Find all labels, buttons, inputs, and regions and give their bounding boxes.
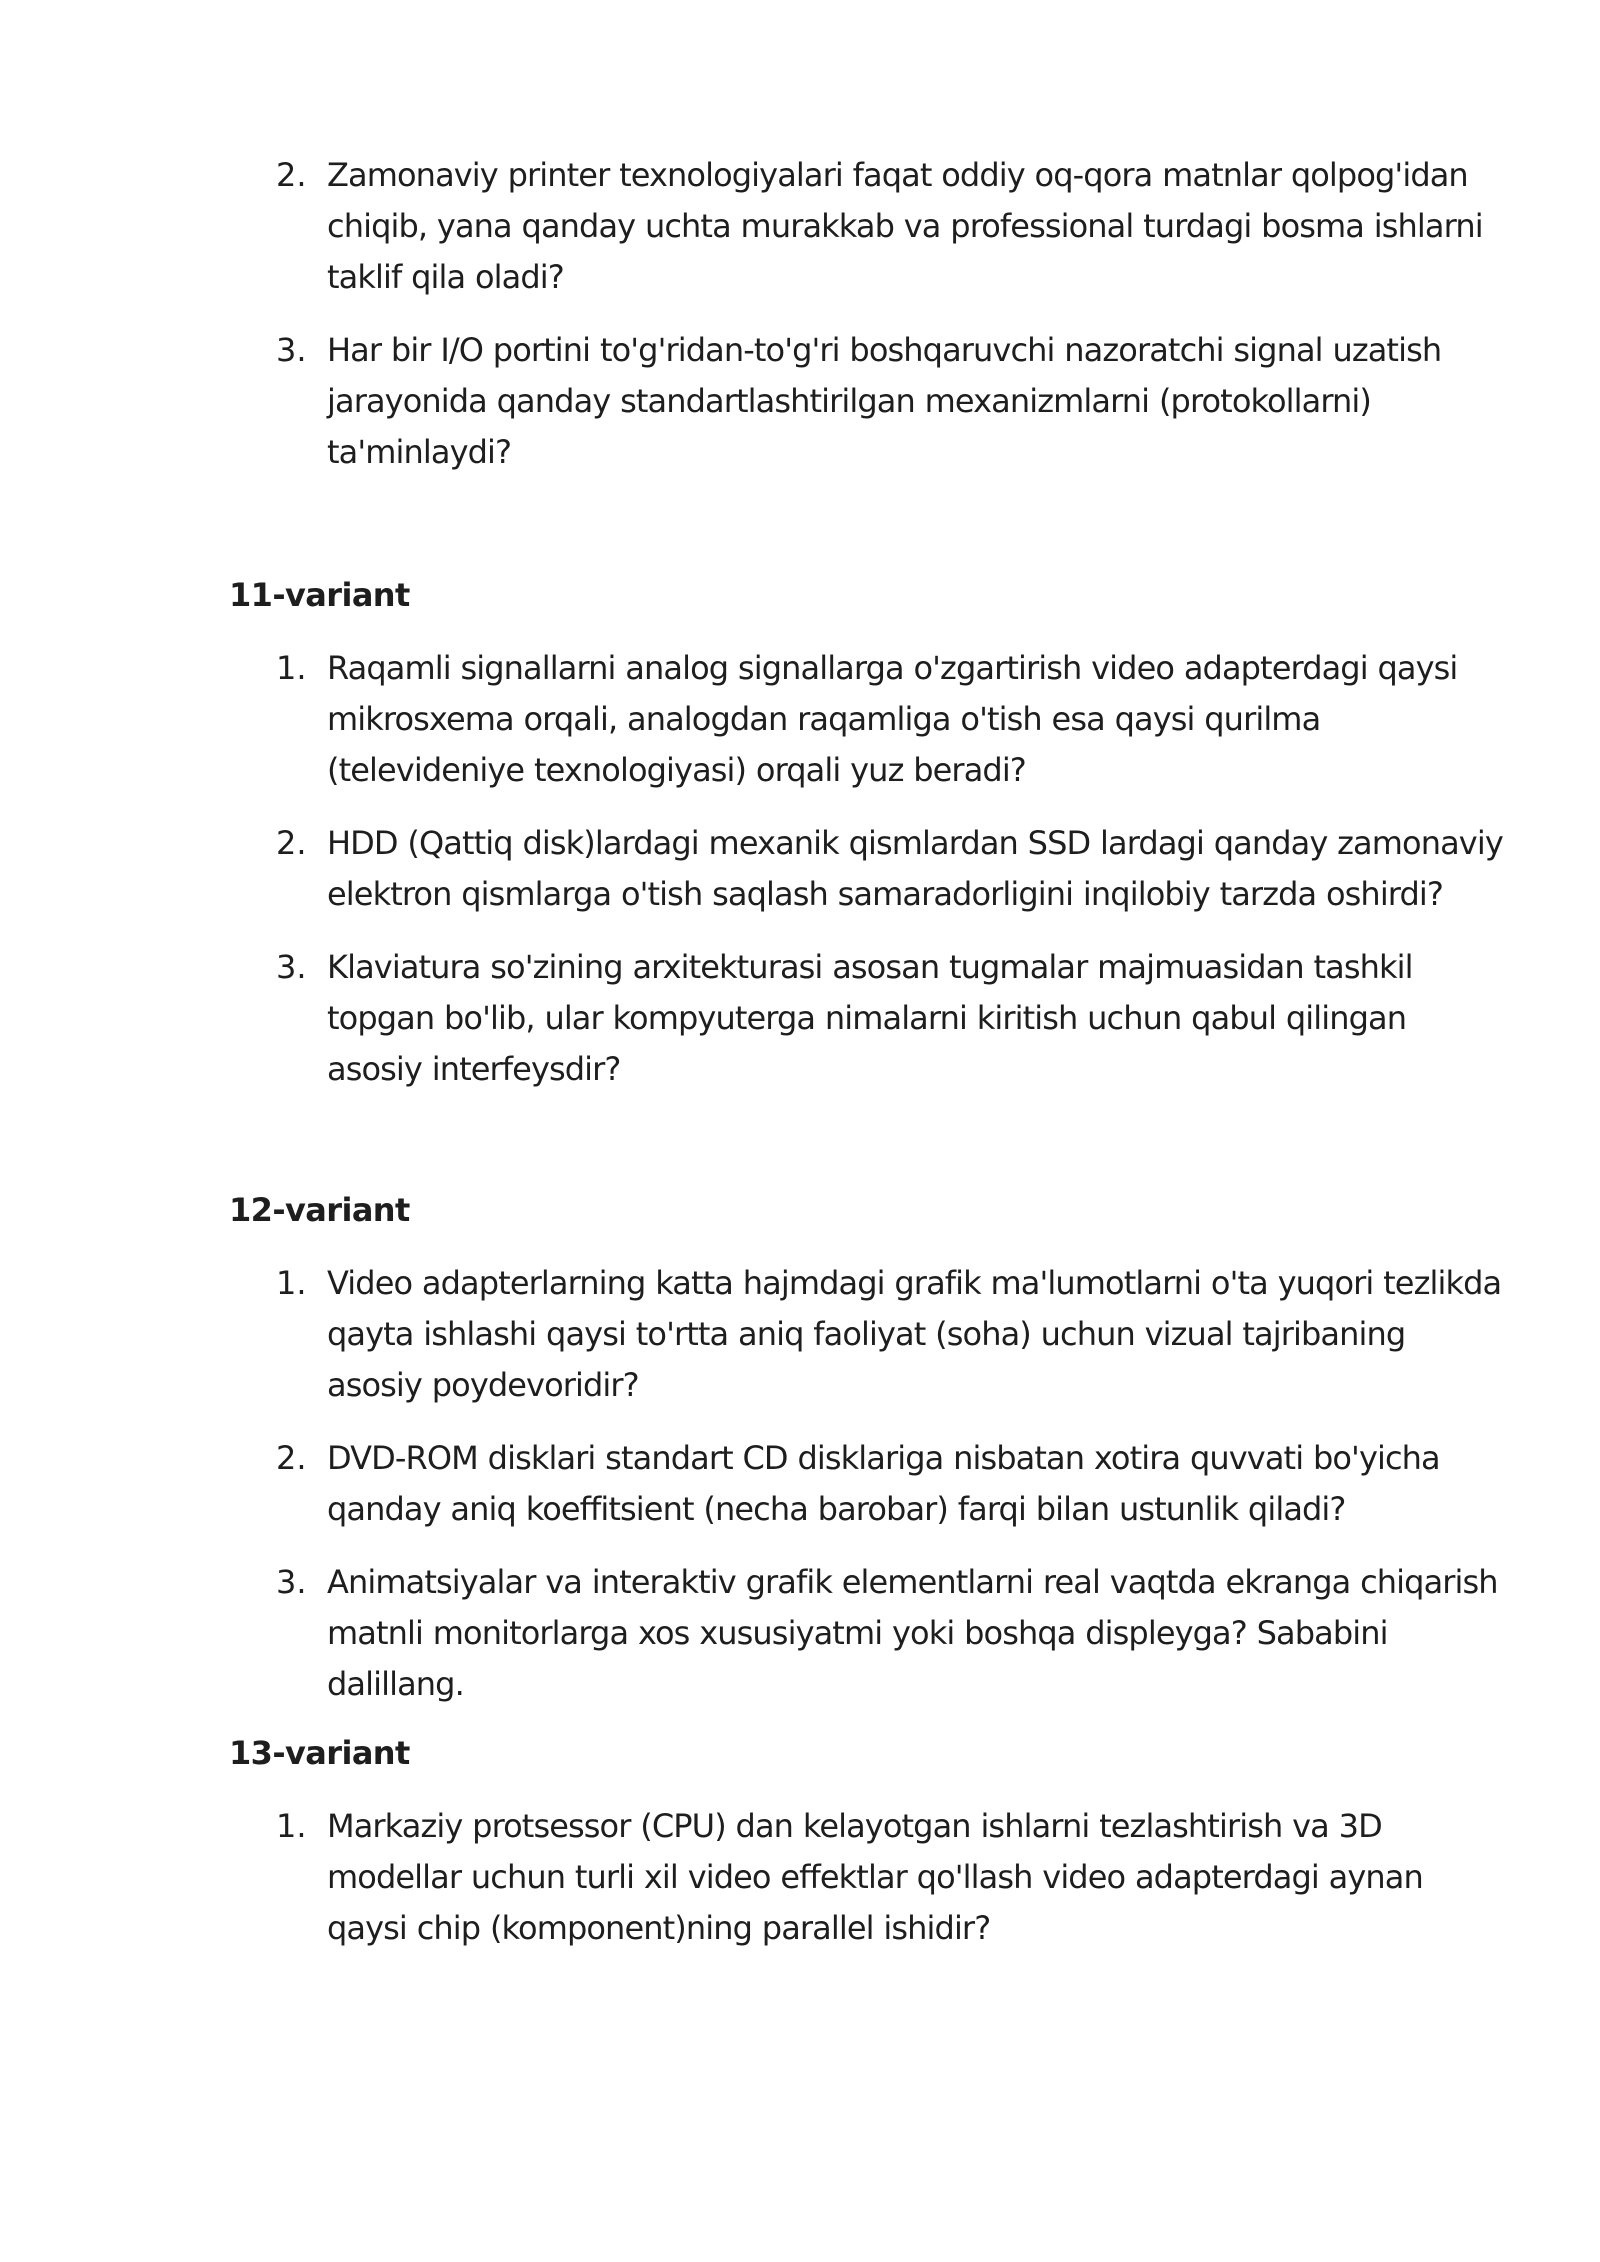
- question-text: Klaviatura so'zining arxitekturasi asosan tugmalar majmuasidan tashkil topgan bo'lib, ular kompyuterga nimalarni kiritish uchun qabul qilingan asosiy interfeysdir?: [327, 948, 1413, 1088]
- question-number: 1.: [276, 649, 307, 687]
- variant-heading-12: 12-variant: [229, 1191, 410, 1229]
- list-item: [0, 1433, 1600, 1535]
- question-text: Raqamli signallarni analog signallarga o'zgartirish video adapterdagi qaysi mikrosxema orqali, analogdan raqamliga o'tish esa qaysi qurilma (televideniye texnologiyasi) orqali yuz beradi?: [327, 649, 1458, 789]
- question-number: 3.: [276, 948, 307, 986]
- question-number: 3.: [276, 331, 307, 369]
- list-item: [0, 942, 1600, 1095]
- list-item: [0, 1557, 1600, 1710]
- list-item: [0, 150, 1600, 303]
- question-number: 1.: [276, 1264, 307, 1302]
- question-list-variant-13: [0, 1801, 1600, 1954]
- question-text: Animatsiyalar va interaktiv grafik elementlarni real vaqtda ekranga chiqarish matnli monitorlarga xos xususiyatmi yoki boshqa displeyga? Sababini dalillang.: [327, 1563, 1498, 1703]
- question-text: HDD (Qattiq disk)lardagi mexanik qismlardan SSD lardagi qanday zamonaviy elektron qismlarga o'tish saqlash samaradorligini inqilobiy tarzda oshirdi?: [327, 824, 1503, 913]
- question-text: Video adapterlarning katta hajmdagi grafik ma'lumotlarni o'ta yuqori tezlikda qayta ishlashi qaysi to'rtta aniq faoliyat (soha) uchun vizual tajribaning asosiy poydevoridir?: [327, 1264, 1502, 1404]
- question-list-variant-12: [0, 1258, 1600, 1710]
- question-number: 2.: [276, 1439, 307, 1477]
- question-list-previous-variant: [0, 150, 1600, 478]
- question-number: 2.: [276, 824, 307, 862]
- question-text: DVD-ROM disklari standart CD disklariga nisbatan xotira quvvati bo'yicha qanday aniq koeffitsient (necha barobar) farqi bilan ustunlik qiladi?: [327, 1439, 1440, 1528]
- question-number: 3.: [276, 1563, 307, 1601]
- question-text: Har bir I/O portini to'g'ridan-to'g'ri boshqaruvchi nazoratchi signal uzatish jarayonida qanday standartlashtirilgan mexanizmlarni (protokollarni) ta'minlaydi?: [327, 331, 1442, 471]
- question-text: Zamonaviy printer texnologiyalari faqat oddiy oq-qora matnlar qolpog'idan chiqib, yana qanday uchta murakkab va professional turdagi bosma ishlarni taklif qila oladi?: [327, 156, 1483, 296]
- list-item: [0, 1258, 1600, 1411]
- list-item: [0, 818, 1600, 920]
- list-item: [0, 325, 1600, 478]
- variant-heading-13: 13-variant: [229, 1734, 410, 1772]
- question-number: 2.: [276, 156, 307, 194]
- question-text: Markaziy protsessor (CPU) dan kelayotgan ishlarni tezlashtirish va 3D modellar uchun turli xil video effektlar qo'llash video adapterdagi aynan qaysi chip (komponent)ning parallel ishidir?: [327, 1807, 1423, 1947]
- question-list-variant-11: [0, 643, 1600, 1095]
- question-number: 1.: [276, 1807, 307, 1845]
- variant-heading-11: 11-variant: [229, 576, 410, 614]
- list-item: [0, 1801, 1600, 1954]
- list-item: [0, 643, 1600, 796]
